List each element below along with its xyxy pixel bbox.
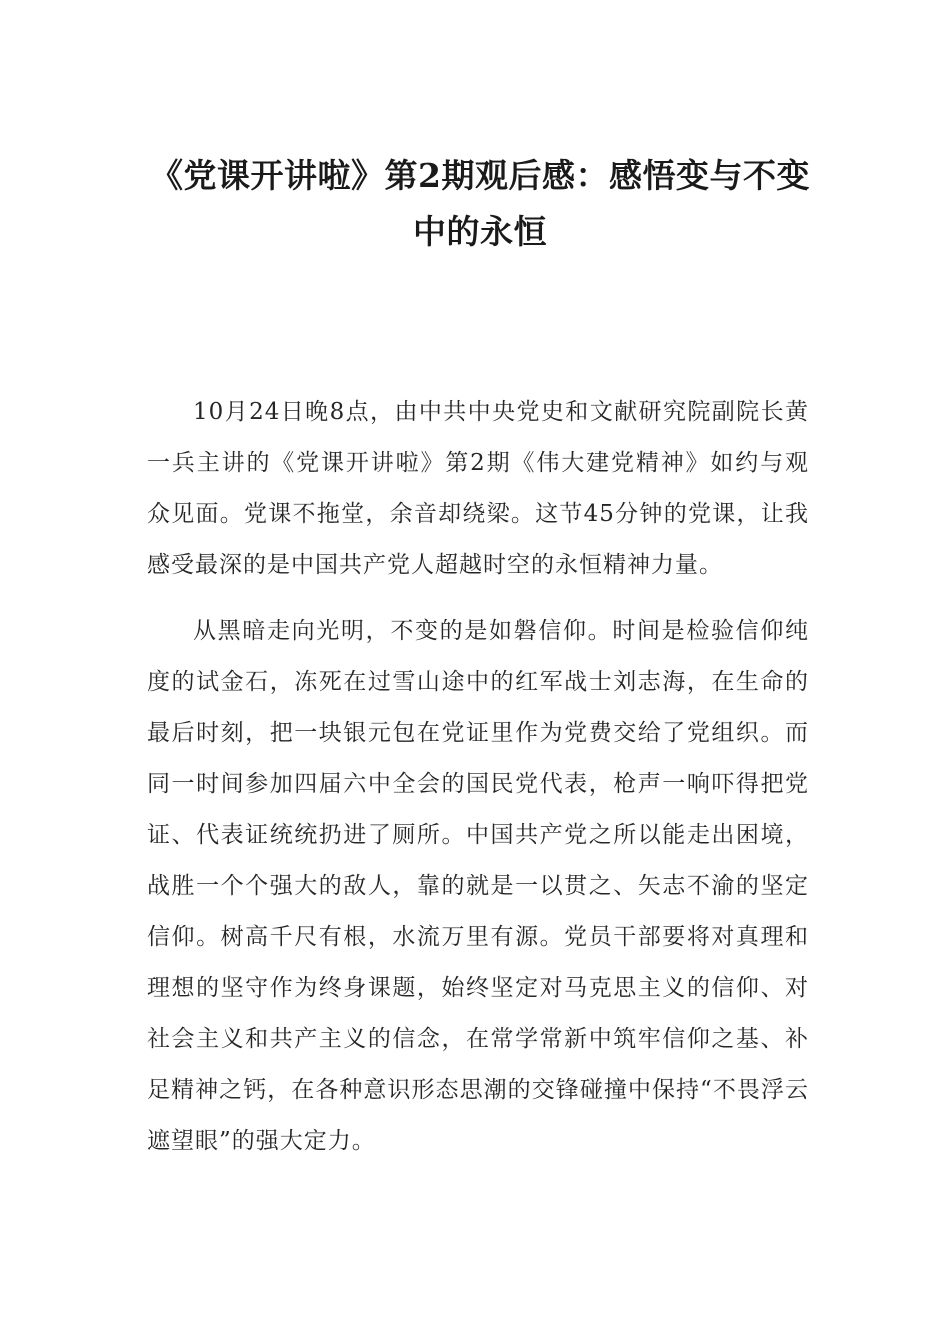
paragraph-1: 10月24日晚8点，由中共中央党史和文献研究院副院长黄一兵主讲的《党课开讲啦》第2期《伟大建党精神》如约与观众见面。党课不拖堂，余音却绕梁。这节45分钟的党课，让我感受最深的是中国共产党人超越时空的永恒精神力量。 <box>147 399 809 578</box>
document-body <box>147 387 809 1182</box>
document-title: 《党课开讲啦》第2期观后感：感悟变与不变中的永恒 <box>150 156 810 251</box>
paragraph-2: 从黑暗走向光明，不变的是如磐信仰。时间是检验信仰纯度的试金石，冻死在过雪山途中的红军战士刘志海，在生命的最后时刻，把一块银元包在党证里作为党费交给了党组织。而同一时间参加四届六中全会的国民党代表，枪声一响吓得把党证、代表证统统扔进了厕所。中国共产党之所以能走出困境，战胜一个个强大的敌人，靠的就是一以贯之、矢志不渝的坚定信仰。树高千尺有根，水流万里有源。党员干部要将对真理和理想的坚守作为终身课题，始终坚定对马克思主义的信仰、对社会主义和共产主义的信念，在常学常新中筑牢信仰之基、补足精神之钙，在各种意识形态思潮的交锋碰撞中保持“不畏浮云遮望眼”的强大定力。 <box>147 618 809 1154</box>
